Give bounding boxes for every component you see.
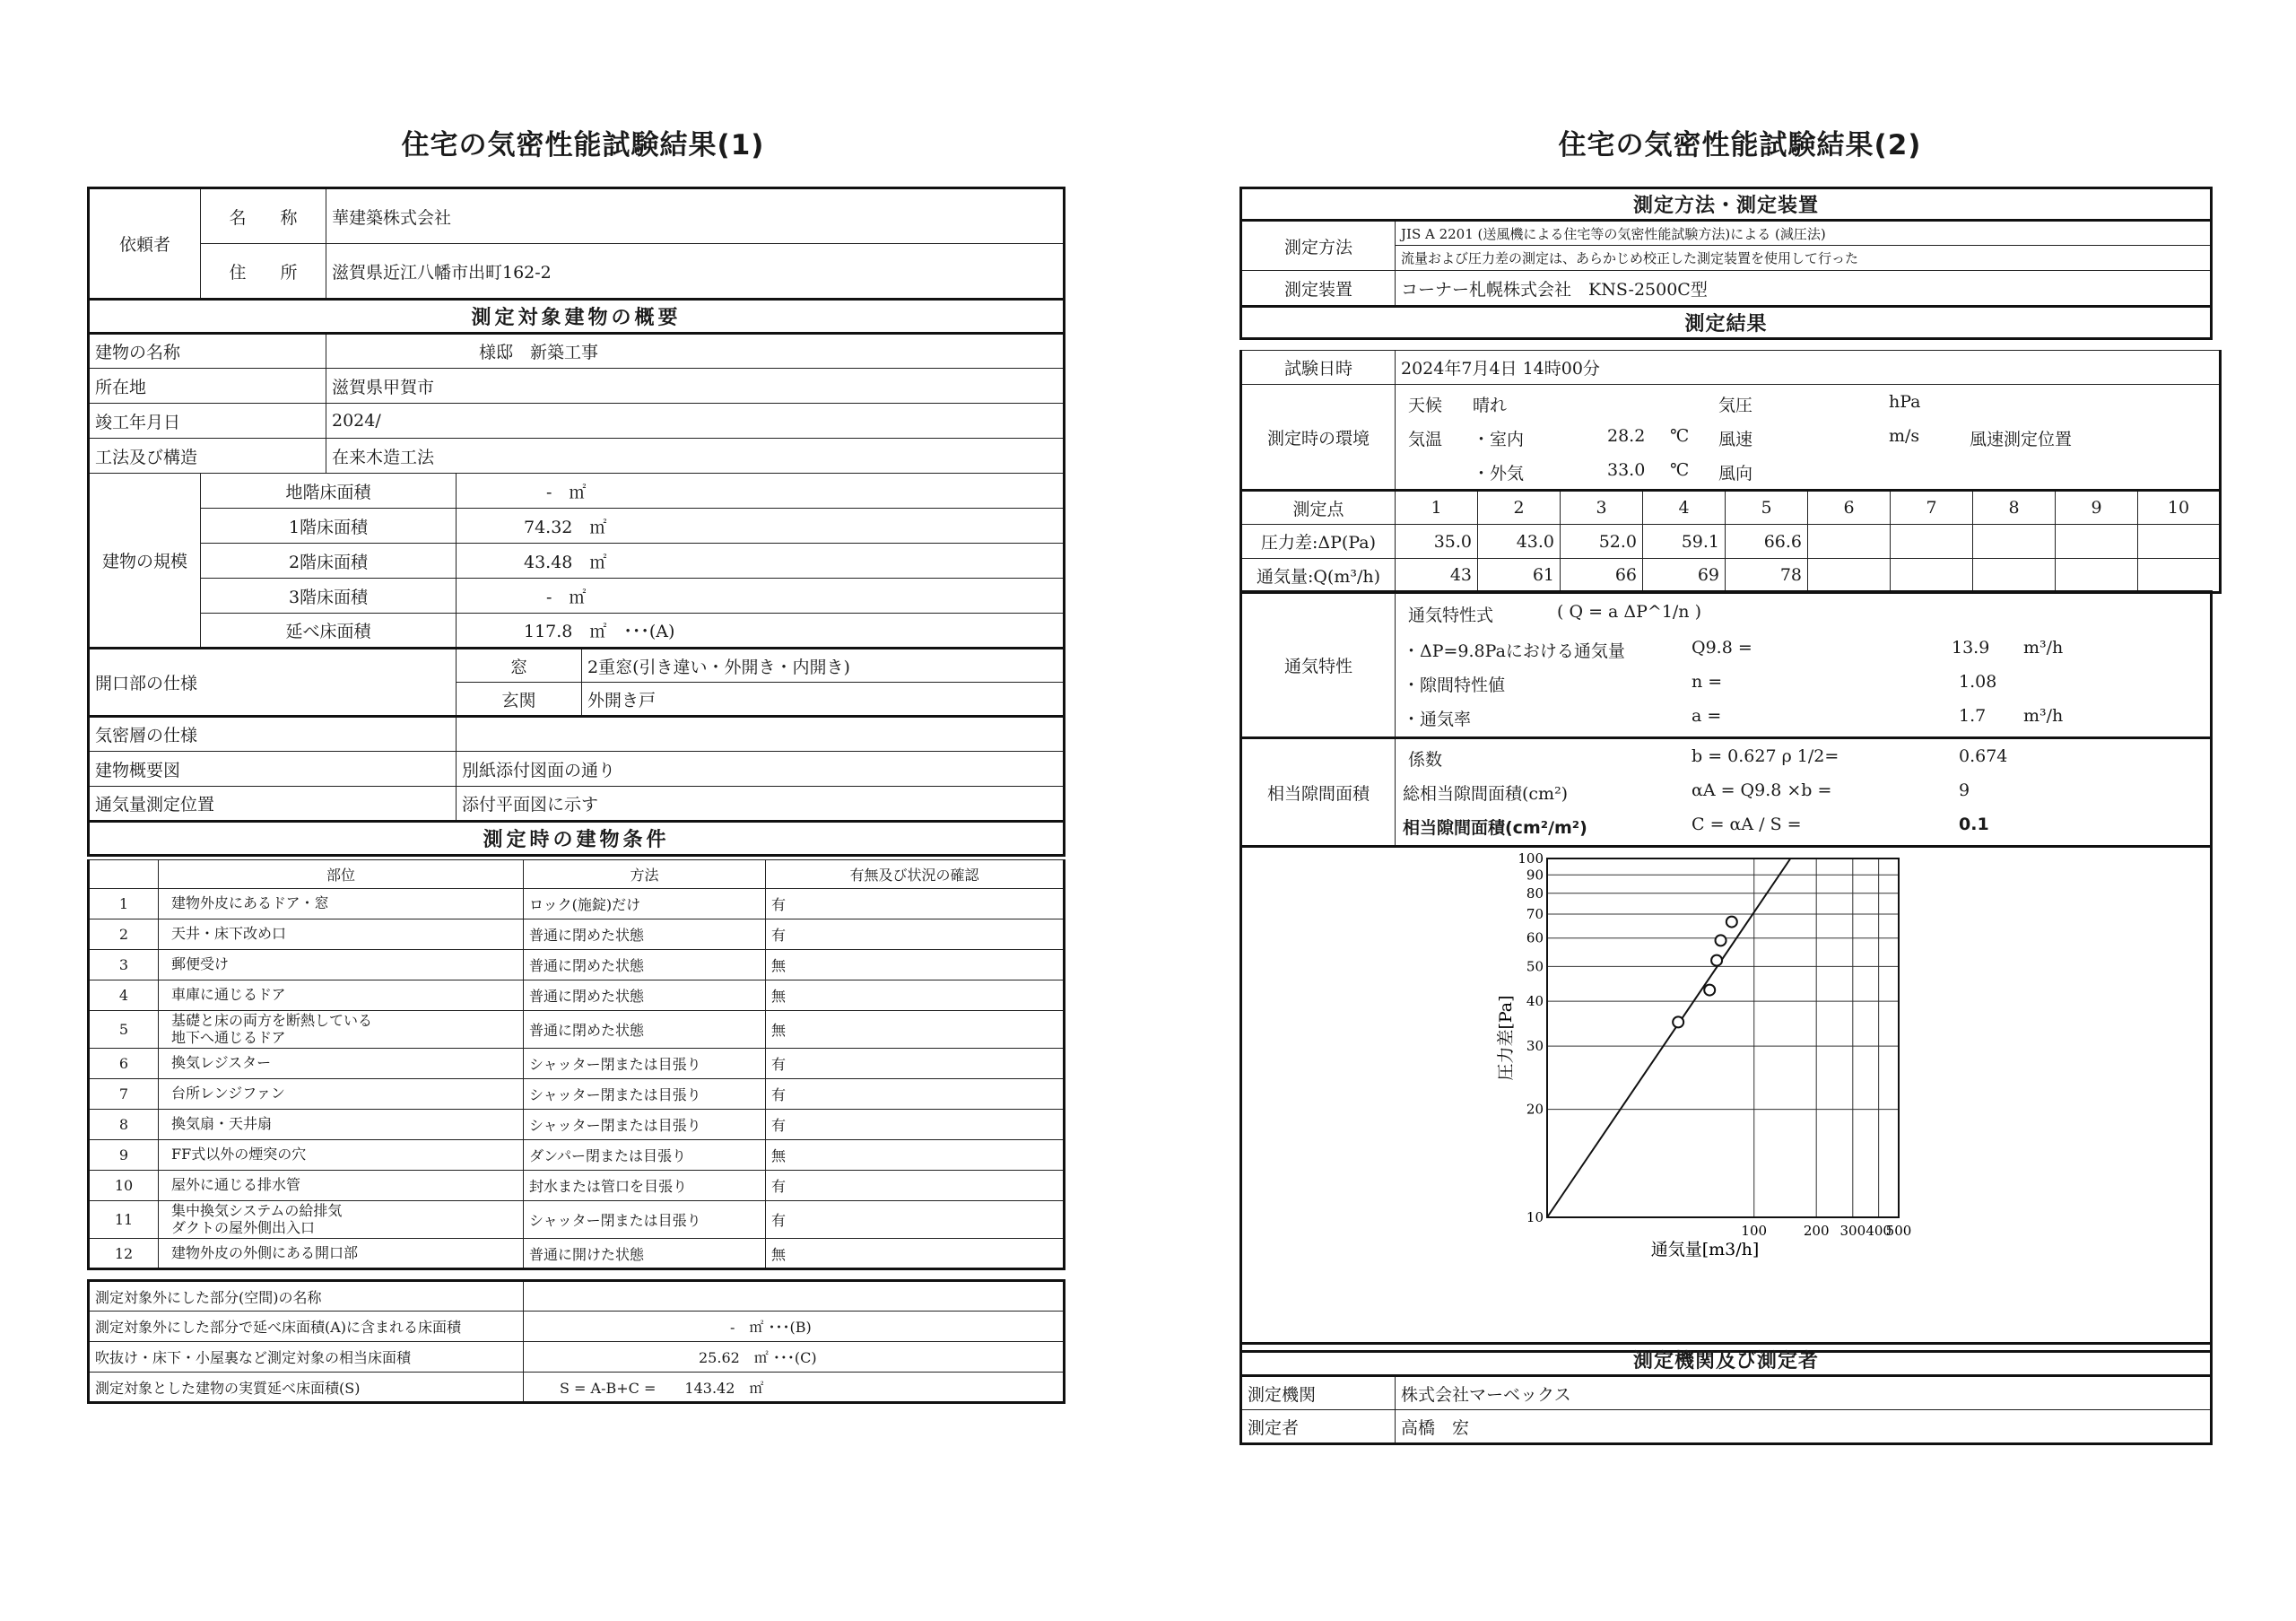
scale-row-label: 延べ床面積 [201, 614, 457, 649]
flow-value: 66 [1561, 559, 1643, 593]
x-tick-label: 100 [1741, 1223, 1768, 1239]
flow-value: 78 [1726, 559, 1808, 593]
condition-row [89, 1239, 1065, 1269]
flow-value [1891, 559, 1973, 593]
client-name-label: 名 称 [201, 188, 326, 244]
point-header: 7 [1891, 491, 1973, 525]
date-value: 2024年7月4日 14時00分 [1396, 351, 2221, 385]
agency-label: 測定機関 [1241, 1376, 1396, 1410]
pressure-value [1891, 525, 1973, 559]
measurer-label: 測定者 [1241, 1410, 1396, 1444]
footer-label: 測定対象とした建物の実質延べ床面積(S) [89, 1373, 524, 1403]
condition-status: 有 [766, 1110, 1065, 1140]
x-tick-label: 200 [1803, 1223, 1830, 1239]
results-table [1239, 350, 2222, 594]
footer-value [524, 1281, 1065, 1312]
flow-value: 61 [1478, 559, 1561, 593]
q98-value: 13.9 [1952, 638, 1990, 658]
env-cell [1396, 385, 2221, 491]
wind-speed-unit: m/s [1889, 426, 1920, 446]
pressure-value: 59.1 [1643, 525, 1726, 559]
condition-row [89, 1171, 1065, 1201]
scale-row-value: - ㎡ [457, 474, 1065, 509]
conditions-col-no [89, 860, 159, 889]
y-tick-label: 10 [1526, 1209, 1544, 1225]
weather-value: 晴れ [1473, 396, 1508, 415]
formula-label: 通気特性式 [1408, 606, 1494, 625]
condition-row [89, 1110, 1065, 1140]
condition-part: 基礎と床の両方を断熱している 地下へ通じるドア [159, 1011, 524, 1049]
condition-row [89, 1079, 1065, 1110]
chart-cell [1241, 847, 2212, 1352]
point-header: 10 [2138, 491, 2221, 525]
scale-row-label: 地階床面積 [201, 474, 457, 509]
flow-value [1973, 559, 2056, 593]
airtight-layer-value [457, 717, 1065, 752]
condition-status: 無 [766, 950, 1065, 980]
footer-label: 測定対象外にした部分(空間)の名称 [89, 1281, 524, 1312]
measure-method-line2: 流量および圧力差の測定は、あらかじめ校正した測定装置を使用して行った [1396, 246, 2212, 271]
y-tick-label: 100 [1518, 850, 1544, 867]
data-point [1704, 985, 1715, 996]
entrance-label: 玄関 [457, 683, 582, 717]
pressure-flow-chart [1242, 848, 2212, 1350]
airflow-pos-label: 通気量測定位置 [89, 787, 457, 822]
window-label: 窓 [457, 649, 582, 683]
scale-row-label: 1階床面積 [201, 509, 457, 544]
condition-no: 9 [89, 1140, 159, 1171]
condition-part: FF式以外の煙突の穴 [159, 1140, 524, 1171]
condition-row [89, 950, 1065, 980]
wind-speed-label: 風速 [1718, 430, 1753, 449]
condition-part: 車庫に通じるドア [159, 980, 524, 1011]
x-tick-label: 500 [1885, 1223, 1912, 1239]
flow-value [1808, 559, 1891, 593]
footer-value: 25.62 ㎡ ･･･(C) [524, 1342, 1065, 1373]
total-sym: αA = Q9.8 ×b = [1692, 780, 1832, 800]
condition-status: 無 [766, 1011, 1065, 1049]
x-tick-label: 300 [1839, 1223, 1866, 1239]
completion-label: 竣工年月日 [89, 404, 326, 439]
a-sym: a = [1692, 706, 1722, 726]
condition-part: 建物外皮にあるドア・窓 [159, 889, 524, 919]
point-header: 3 [1561, 491, 1643, 525]
temp-unit-outdoor: ℃ [1670, 460, 1690, 480]
building-overview-header: 測定対象建物の概要 [89, 300, 1065, 334]
y-tick-label: 80 [1526, 885, 1544, 902]
right-method-table [1239, 187, 2213, 340]
pressure-value [2138, 525, 2221, 559]
point-header: 1 [1396, 491, 1478, 525]
condition-status: 無 [766, 1140, 1065, 1171]
n-value: 1.08 [1959, 672, 1997, 692]
a-unit: m³/h [2023, 706, 2064, 726]
total-value: 9 [1959, 780, 1970, 800]
pressure-value [1808, 525, 1891, 559]
entrance-value: 外開き戸 [582, 683, 1065, 717]
page-title-right: 住宅の気密性能試験結果(2) [1558, 129, 1922, 161]
condition-method: 普通に開けた状態 [524, 1239, 766, 1269]
pressure-unit: hPa [1889, 392, 1921, 412]
condition-no: 8 [89, 1110, 159, 1140]
y-tick-label: 30 [1526, 1038, 1544, 1055]
pressure-value [1973, 525, 2056, 559]
temp-label: 気温 [1408, 430, 1443, 449]
q98-sym: Q9.8 = [1692, 638, 1752, 658]
y-tick-label: 70 [1526, 905, 1544, 922]
measure-method-line1: JIS A 2201 (送風機による住宅等の気密性能試験方法)による (減圧法) [1396, 221, 2212, 246]
gap-label: 相当隙間面積 [1241, 738, 1396, 847]
x-tick-label: 400 [1866, 1223, 1892, 1239]
scale-label: 建物の規模 [89, 474, 201, 649]
left-table [87, 187, 1065, 857]
condition-method: シャッター閉または目張り [524, 1201, 766, 1239]
pressure-value: 35.0 [1396, 525, 1478, 559]
n-sym: n = [1692, 672, 1723, 692]
temp-unit-indoor: ℃ [1670, 426, 1690, 446]
plot-frame [1547, 858, 1899, 1217]
scale-row-value: 74.32 ㎡ [457, 509, 1065, 544]
condition-part: 集中換気システムの給排気 ダクトの屋外側出入口 [159, 1201, 524, 1239]
building-name-value: 様邸 新築工事 [326, 334, 1065, 369]
airflow-pos-value: 添付平面図に示す [457, 787, 1065, 822]
device-value: コーナー札幌株式会社 KNS-2500C型 [1396, 271, 2212, 307]
flow-row-label: 通気量:Q(m³/h) [1241, 559, 1396, 593]
condition-no: 6 [89, 1049, 159, 1079]
c-value: 0.1 [1959, 815, 1989, 834]
condition-method: 普通に閉めた状態 [524, 950, 766, 980]
wind-pos-label: 風速測定位置 [1970, 430, 2073, 449]
condition-status: 有 [766, 1079, 1065, 1110]
condition-method: 普通に閉めた状態 [524, 980, 766, 1011]
vent-gap-table [1239, 590, 2213, 1353]
condition-part: 換気レジスター [159, 1049, 524, 1079]
a-value: 1.7 [1959, 706, 1987, 726]
total-label: 総相当隙間面積(cm²) [1403, 784, 1569, 804]
method-label: 工法及び構造 [89, 439, 326, 474]
condition-status: 有 [766, 1201, 1065, 1239]
date-label: 試験日時 [1241, 351, 1396, 385]
measure-method-label: 測定方法 [1241, 221, 1396, 271]
data-point [1673, 1016, 1683, 1027]
conditions-header: 測定時の建物条件 [89, 822, 1065, 856]
completion-value: 2024/ [326, 404, 1065, 439]
point-header: 8 [1973, 491, 2056, 525]
condition-status: 有 [766, 889, 1065, 919]
condition-part: 換気扇・天井扇 [159, 1110, 524, 1140]
conditions-col-part: 部位 [159, 860, 524, 889]
vent-label: 通気特性 [1241, 592, 1396, 738]
y-tick-label: 40 [1526, 993, 1544, 1010]
pressure-label: 気圧 [1718, 396, 1753, 415]
method-value: 在来木造工法 [326, 439, 1065, 474]
airtight-layer-label: 気密層の仕様 [89, 717, 457, 752]
conditions-col-status: 有無及び状況の確認 [766, 860, 1065, 889]
condition-row [89, 1201, 1065, 1239]
footer-value: - ㎡ ･･･(B) [524, 1312, 1065, 1342]
env-label: 測定時の環境 [1241, 385, 1396, 491]
q98-label: ・ΔP=9.8Paにおける通気量 [1403, 641, 1625, 661]
c-sym: C = αA / S = [1692, 815, 1802, 834]
footer-label: 測定対象外にした部分で延べ床面積(A)に含まれる床面積 [89, 1312, 524, 1342]
client-label: 依頼者 [89, 188, 201, 300]
data-point [1711, 955, 1722, 966]
condition-status: 無 [766, 980, 1065, 1011]
client-address-label: 住 所 [201, 244, 326, 300]
condition-method: シャッター閉または目張り [524, 1049, 766, 1079]
scale-row-value: 43.48 ㎡ [457, 544, 1065, 579]
condition-row [89, 1011, 1065, 1049]
scale-row-value: 117.8 ㎡ ･･･(A) [457, 614, 1065, 649]
footer-value: S = A-B+C = 143.42 ㎡ [524, 1373, 1065, 1403]
condition-method: ロック(施錠)だけ [524, 889, 766, 919]
q98-unit: m³/h [2023, 638, 2064, 658]
location-value: 滋賀県甲賀市 [326, 369, 1065, 404]
agency-table [1239, 1342, 2213, 1445]
point-header: 6 [1808, 491, 1891, 525]
scale-row-label: 3階床面積 [201, 579, 457, 614]
condition-no: 10 [89, 1171, 159, 1201]
point-header: 2 [1478, 491, 1561, 525]
drawing-label: 建物概要図 [89, 752, 457, 787]
method-header: 測定方法・測定装置 [1241, 188, 2212, 221]
c-label: 相当隙間面積(cm²/m²) [1403, 818, 1587, 838]
condition-no: 12 [89, 1239, 159, 1269]
condition-part: 天井・床下改め口 [159, 919, 524, 950]
condition-part: 屋外に通じる排水管 [159, 1171, 524, 1201]
conditions-col-method: 方法 [524, 860, 766, 889]
condition-status: 有 [766, 1049, 1065, 1079]
measurer-value: 高橋 宏 [1396, 1410, 2212, 1444]
window-value: 2重窓(引き違い・外開き・内開き) [582, 649, 1065, 683]
y-tick-label: 90 [1526, 867, 1544, 884]
a-label: ・通気率 [1403, 710, 1472, 729]
condition-part: 台所レンジファン [159, 1079, 524, 1110]
coef-label: 係数 [1408, 750, 1443, 770]
coef-sym: b = 0.627 ρ 1/2= [1692, 746, 1839, 766]
condition-no: 7 [89, 1079, 159, 1110]
x-axis-label: 通気量[m3/h] [1650, 1240, 1760, 1259]
condition-no: 2 [89, 919, 159, 950]
pressure-value: 43.0 [1478, 525, 1561, 559]
drawing-value: 別紙添付図面の通り [457, 752, 1065, 787]
flow-value: 69 [1643, 559, 1726, 593]
agency-header: 測定機関及び測定者 [1241, 1344, 2212, 1376]
client-name-value: 華建築株式会社 [326, 188, 1065, 244]
flow-value: 43 [1396, 559, 1478, 593]
condition-no: 1 [89, 889, 159, 919]
condition-row [89, 980, 1065, 1011]
scale-row-label: 2階床面積 [201, 544, 457, 579]
client-address-value: 滋賀県近江八幡市出町162-2 [326, 244, 1065, 300]
footer-label: 吹抜け・床下・小屋裏など測定対象の相当床面積 [89, 1342, 524, 1373]
agency-value: 株式会社マーベックス [1396, 1376, 2212, 1410]
condition-status: 有 [766, 919, 1065, 950]
condition-method: 封水または管口を目張り [524, 1171, 766, 1201]
condition-no: 3 [89, 950, 159, 980]
results-header: 測定結果 [1241, 307, 2212, 339]
pressure-value: 52.0 [1561, 525, 1643, 559]
point-header: 5 [1726, 491, 1808, 525]
location-label: 所在地 [89, 369, 326, 404]
flow-value [2056, 559, 2138, 593]
flow-value [2138, 559, 2221, 593]
y-tick-label: 20 [1526, 1101, 1544, 1118]
point-header: 9 [2056, 491, 2138, 525]
points-label: 測定点 [1241, 491, 1396, 525]
page-title-left: 住宅の気密性能試験結果(1) [401, 129, 765, 161]
condition-method: シャッター閉または目張り [524, 1079, 766, 1110]
condition-method: ダンパー閉または目張り [524, 1140, 766, 1171]
condition-method: シャッター閉または目張り [524, 1110, 766, 1140]
pressure-row-label: 圧力差:ΔP(Pa) [1241, 525, 1396, 559]
scale-row-value: - ㎡ [457, 579, 1065, 614]
condition-no: 5 [89, 1011, 159, 1049]
condition-no: 4 [89, 980, 159, 1011]
indoor-label: ・室内 [1473, 430, 1525, 449]
y-axis-label: 圧力差[Pa] [1496, 995, 1516, 1081]
point-header: 4 [1643, 491, 1726, 525]
indoor-value: 28.2 [1607, 426, 1646, 446]
outdoor-value: 33.0 [1607, 460, 1646, 480]
condition-part: 郵便受け [159, 950, 524, 980]
condition-status: 無 [766, 1239, 1065, 1269]
condition-method: 普通に閉めた状態 [524, 919, 766, 950]
condition-part: 建物外皮の外側にある開口部 [159, 1239, 524, 1269]
device-label: 測定装置 [1241, 271, 1396, 307]
pressure-value: 66.6 [1726, 525, 1808, 559]
opening-label: 開口部の仕様 [89, 649, 457, 717]
pressure-value [2056, 525, 2138, 559]
data-point [1716, 935, 1726, 946]
condition-row [89, 889, 1065, 919]
weather-label: 天候 [1408, 396, 1443, 415]
building-name-label: 建物の名称 [89, 334, 326, 369]
y-tick-label: 50 [1526, 958, 1544, 975]
data-point [1726, 917, 1737, 928]
condition-row [89, 1140, 1065, 1171]
conditions-table [87, 859, 1065, 1270]
condition-row [89, 1049, 1065, 1079]
coef-value: 0.674 [1959, 746, 2008, 766]
y-tick-label: 60 [1526, 929, 1544, 946]
footer-table [87, 1279, 1065, 1404]
outdoor-label: ・外気 [1473, 464, 1525, 484]
condition-method: 普通に閉めた状態 [524, 1011, 766, 1049]
condition-row [89, 919, 1065, 950]
n-label: ・隙間特性値 [1403, 675, 1506, 695]
condition-status: 有 [766, 1171, 1065, 1201]
formula: ( Q = a ΔP^1/n ) [1557, 602, 1701, 622]
condition-no: 11 [89, 1201, 159, 1239]
wind-dir-label: 風向 [1718, 464, 1753, 484]
